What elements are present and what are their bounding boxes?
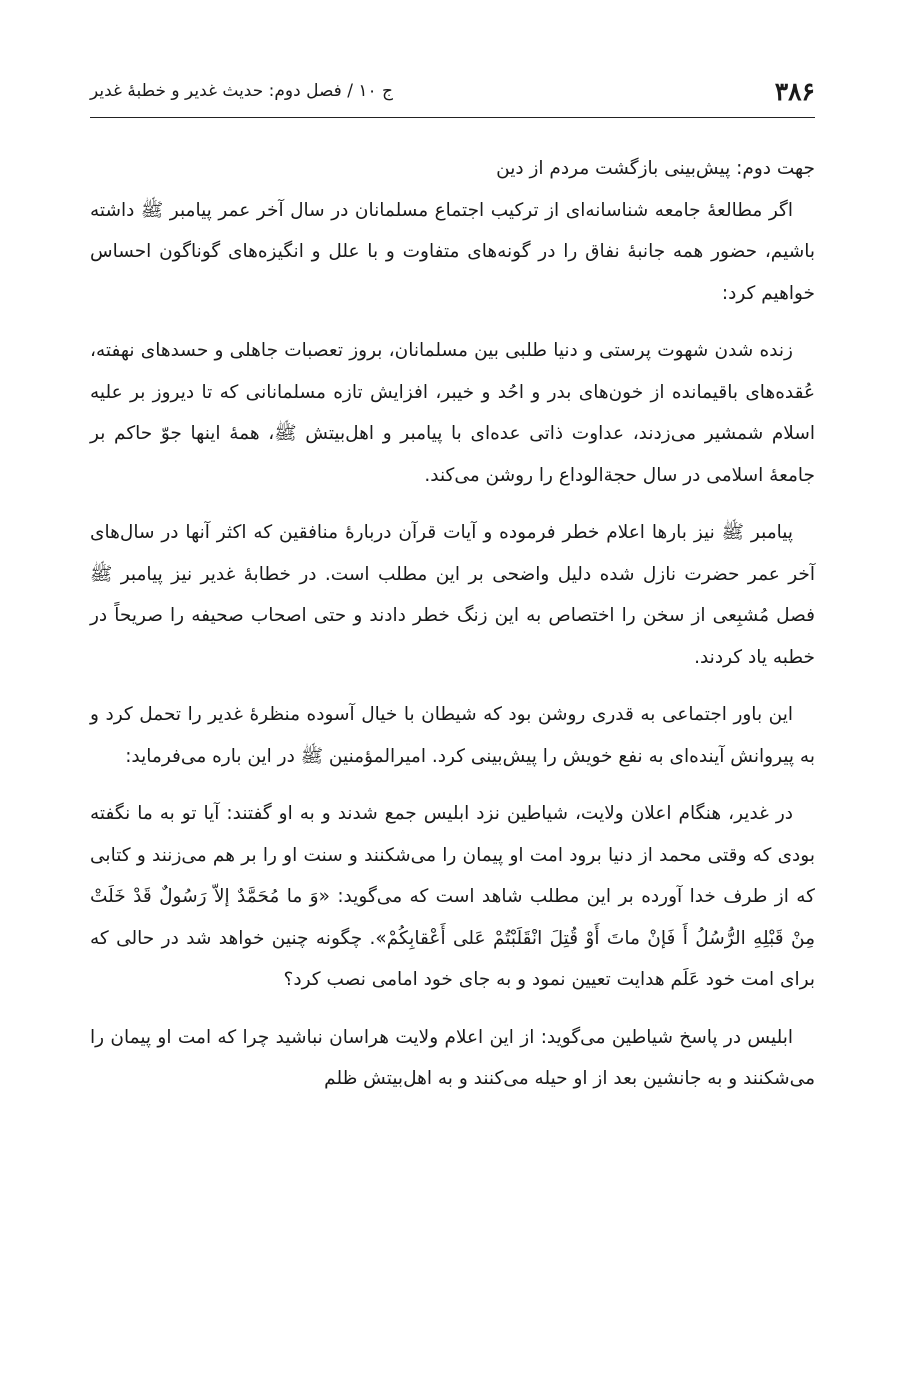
book-page — [90, 0, 815, 1390]
page-number: ۳۸۶ — [774, 76, 815, 106]
paragraph-4: این باور اجتماعی به قدری روشن بود که شیطان با خیال آسوده منظرهٔ غدیر را تحمل کرد و به پیروانش آینده‌ای به نفع خویش را پیش‌بینی کرد. امیرالمؤمنین ﷺ در این باره می‌فرماید: — [90, 704, 815, 767]
paragraph-6: ابلیس در پاسخ شیاطین می‌گوید: از این اعلام ولایت هراسان نباشید چرا که امت او پیمان را می‌شکنند و به جانشین بعد از او حیله می‌کنند و به اهل‌بیتش ظلم — [90, 1026, 815, 1089]
header-rule — [90, 117, 815, 118]
running-header — [90, 70, 815, 112]
page-body — [90, 148, 815, 1100]
paragraph-3: پیامبر ﷺ نیز بارها اعلام خطر فرموده و آیات قرآن دربارهٔ منافقین که اکثر آنها در سال‌های آخر عمر حضرت نازل شده دلیل واضحی بر این مطلب است. در خطابهٔ غدیر نیز پیامبر ﷺ فصل مُشبِعی از سخن را اختصاص به این زنگ خطر دادند و حتی اصحاب صحیفه را صریحاً در خطبه یاد کردند. — [90, 522, 815, 668]
paragraph-1: اگر مطالعهٔ جامعه شناسانه‌ای از ترکیب اجتماع مسلمانان در سال آخر عمر پیامبر ﷺ داشته باشیم، حضور همه جانبهٔ نفاق را در گونه‌های متفاوت و با علل و انگیزه‌های گوناگون احساس خواهیم کرد: — [90, 199, 815, 304]
paragraph-2: زنده شدن شهوت پرستی و دنیا طلبی بین مسلمانان، بروز تعصبات جاهلی و حسدهای نهفته، عُقده‌های باقیمانده از خون‌های بدر و احُد و خیبر، افزایش تازه مسلمانانی که تا دیروز بر علیه اسلام شمشیر می‌زدند، عداوت ذاتی عده‌ای با پیامبر و اهل‌بیتش ﷺ، همهٔ اینها جوّ حاکم بر جامعهٔ اسلامی در سال حجةالوداع را روشن می‌کند. — [90, 340, 815, 486]
running-title: ج ۱۰ / فصل دوم: حدیث غدیر و خطبهٔ غدیر — [90, 81, 394, 101]
section-heading: جهت دوم: پیش‌بینی بازگشت مردم از دین — [496, 158, 815, 179]
paragraph-5-quote: در غدیر، هنگام اعلان ولایت، شیاطین نزد ابلیس جمع شدند و به او گفتند: آیا تو به ما نگفته بودی که وقتی محمد از دنیا برود امت او پیمان را می‌شکنند و سنت او را بر هم می‌زنند و کتابی که از طرف خدا آورده بر این مطلب شاهد است که می‌گوید: «وَ ما مُحَمَّدٌ إلاّ رَسُولٌ قَدْ خَلَتْ مِنْ قَبْلِهِ الرُّسُلُ أَ فَإنْ ماتَ أَوْ قُتِلَ انْقَلَبْتُمْ عَلی أَعْقابِکُمْ». چگونه چنین خواهد شد در حالی که برای امت خود عَلَم هدایت تعیین نمود و به جای خود امامی نصب کرد؟ — [90, 803, 815, 990]
